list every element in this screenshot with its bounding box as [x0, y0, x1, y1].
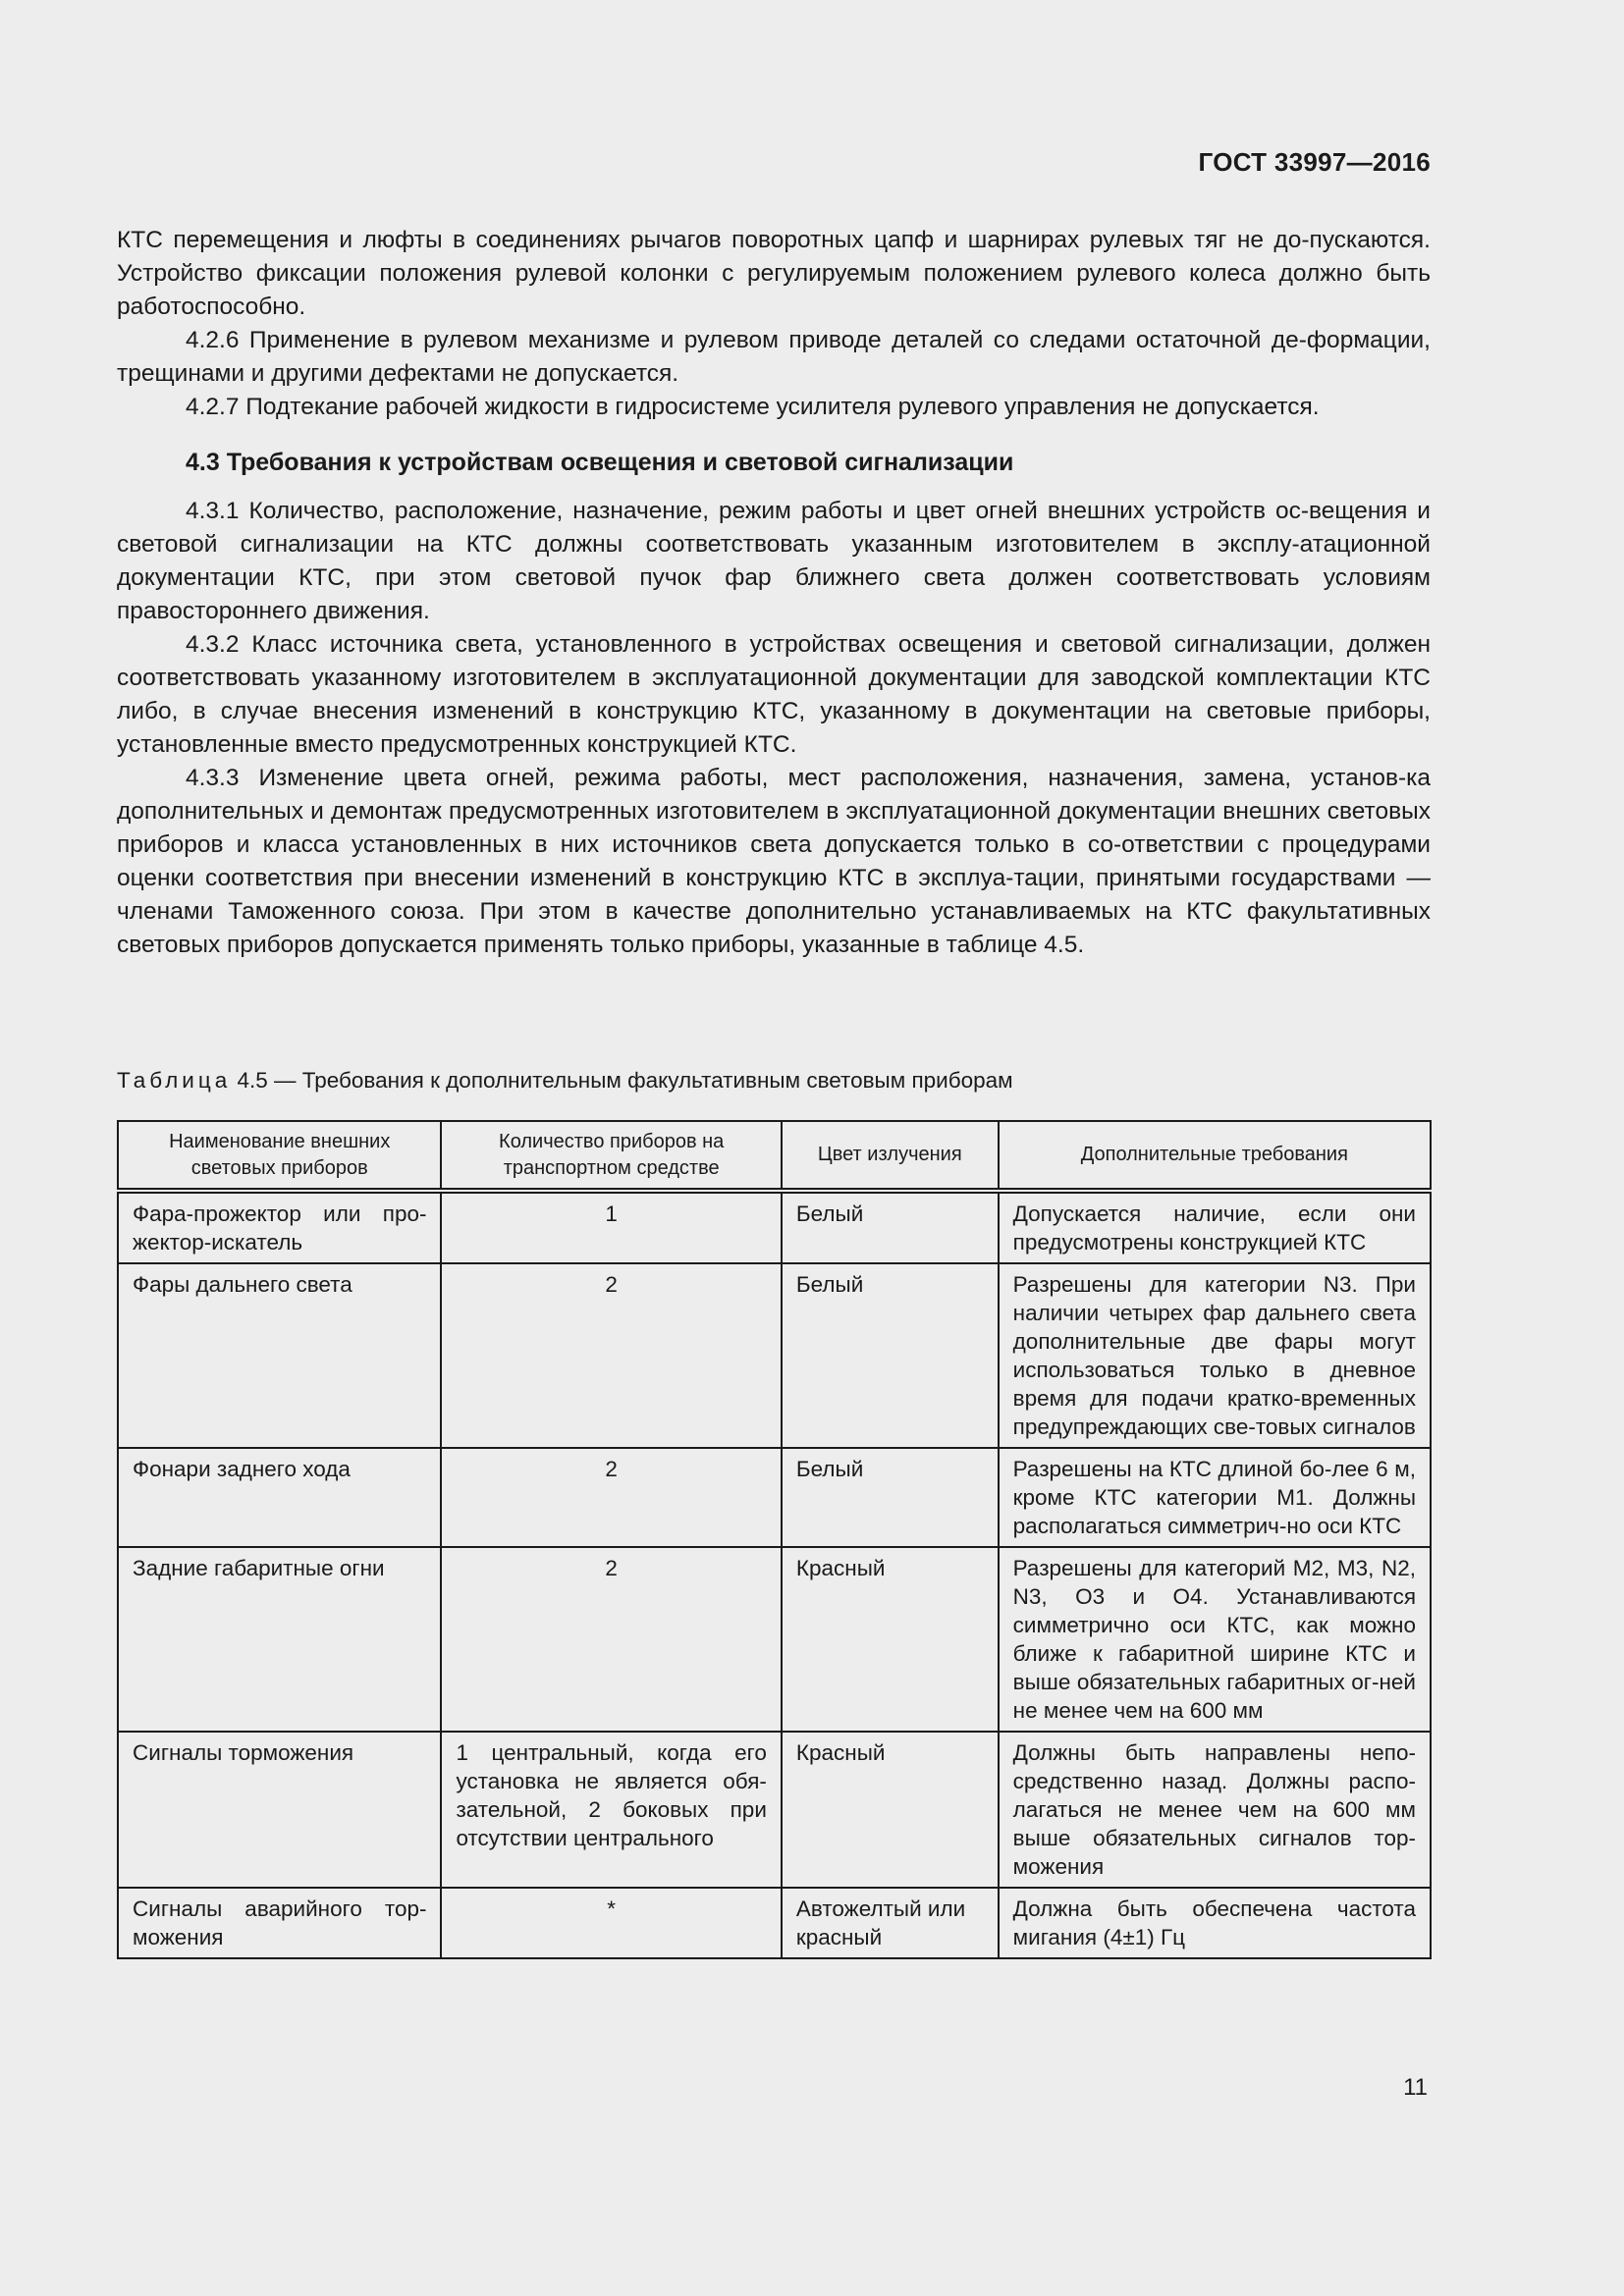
header-device-name: Наименование внешних световых приборов	[118, 1121, 441, 1191]
cell-device-name: Фонари заднего хода	[118, 1448, 441, 1547]
cell-requirements: Допускается наличие, если они предусмотрены конструкцией КТС	[999, 1191, 1431, 1263]
table-header-row	[118, 1121, 1431, 1191]
table-row	[118, 1547, 1431, 1732]
cell-requirements: Должна быть обеспечена частота мигания (4±1) Гц	[999, 1888, 1431, 1958]
header-additional-requirements: Дополнительные требования	[999, 1121, 1431, 1191]
table-row	[118, 1888, 1431, 1958]
cell-light-color: Автожелтый или красный	[782, 1888, 999, 1958]
cell-light-color: Белый	[782, 1263, 999, 1448]
table-caption-label: Таблица	[117, 1068, 232, 1093]
table-row	[118, 1191, 1431, 1263]
cell-light-color: Красный	[782, 1732, 999, 1888]
cell-light-color: Белый	[782, 1448, 999, 1547]
table-caption-text: 4.5 — Требования к дополнительным факультативным световым приборам	[237, 1068, 1013, 1093]
standard-code: ГОСТ 33997—2016	[1198, 147, 1431, 177]
cell-device-name: Сигналы аварийного тор-можения	[118, 1888, 441, 1958]
paragraph-4-2-6: 4.2.6 Применение в рулевом механизме и рулевом приводе деталей со следами остаточной де-формации, трещинами и другими дефектами не допускается.	[117, 327, 1431, 387]
table-caption	[117, 1068, 1013, 1094]
cell-device-name: Фара-прожектор или про-жектор-искатель	[118, 1191, 441, 1263]
cell-device-count: 2	[441, 1448, 781, 1547]
cell-device-count: *	[441, 1888, 781, 1958]
table-row	[118, 1732, 1431, 1888]
cell-device-name: Фары дальнего света	[118, 1263, 441, 1448]
table-row	[118, 1448, 1431, 1547]
cell-device-count: 1	[441, 1191, 781, 1263]
cell-requirements: Разрешены для категории N3. При наличии четырех фар дальнего света дополнительные две фары могут использоваться только в дневное время для подачи кратко-временных предупреждающих све-товых сигналов	[999, 1263, 1431, 1448]
paragraph-4-2-7: 4.2.7 Подтекание рабочей жидкости в гидросистеме усилителя рулевого управления не допускается.	[186, 394, 1320, 420]
paragraph-4-3-3: 4.3.3 Изменение цвета огней, режима работы, мест расположения, назначения, замена, установ-ка дополнительных и демонтаж предусмотренных изготовителем в эксплуатационной документации внешних световых приборов и класса установленных в них источников света допускается только в со-ответствии с процедурами оценки соответствия при внесении изменений в конструкцию КТС в эксплуа-тации, принятыми государствами — членами Таможенного союза. При этом в качестве дополнительно устанавливаемых на КТС факультативных световых приборов допускается применять только приборы, указанные в таблице 4.5.	[117, 765, 1431, 958]
paragraph-4-3-2: 4.3.2 Класс источника света, установленного в устройствах освещения и световой сигнализации, должен соответствовать указанному изготовителем в эксплуатационной документации для заводской комплектации КТС либо, в случае внесения изменений в конструкцию КТС, указанному в документации на световые приборы, установленные вместо предусмотренных конструкцией КТС.	[117, 631, 1431, 758]
cell-device-name: Задние габаритные огни	[118, 1547, 441, 1732]
cell-requirements: Разрешены на КТС длиной бо-лее 6 м, кроме КТС категории M1. Должны располагаться симметрич-но оси КТС	[999, 1448, 1431, 1547]
section-title: 4.3 Требования к устройствам освещения и световой сигнализации	[186, 449, 1014, 476]
cell-requirements: Должны быть направлены непо-средственно назад. Должны распо-лагаться не менее чем на 600 мм выше обязательных сигналов тор-можения	[999, 1732, 1431, 1888]
page-number: 11	[1403, 2074, 1428, 2101]
table-row	[118, 1263, 1431, 1448]
body-text	[117, 224, 1431, 962]
header-device-count: Количество приборов на транспортном средстве	[441, 1121, 781, 1191]
cell-requirements: Разрешены для категорий M2, M3, N2, N3, O3 и O4. Устанавливаются симметрично оси КТС, как можно ближе к габаритной ширине КТС и выше обязательных габаритных ог-ней не менее чем на 600 мм	[999, 1547, 1431, 1732]
paragraph-4-3-1: 4.3.1 Количество, расположение, назначение, режим работы и цвет огней внешних устройств ос-вещения и световой сигнализации на КТС должны соответствовать указанным изготовителем в эксплу-атационной документации КТС, при этом световой пучок фар ближнего света должен соответствовать условиям правостороннего движения.	[117, 498, 1431, 624]
cell-device-count: 2	[441, 1263, 781, 1448]
cell-light-color: Белый	[782, 1191, 999, 1263]
paragraph-continuation: КТС перемещения и люфты в соединениях рычагов поворотных цапф и шарнирах рулевых тяг не до-пускаются. Устройство фиксации положения рулевой колонки с регулируемым положением рулевого колеса должно быть работоспособно.	[117, 227, 1431, 320]
cell-light-color: Красный	[782, 1547, 999, 1732]
cell-device-count: 2	[441, 1547, 781, 1732]
cell-device-count: 1 центральный, когда его установка не является обя-зательной, 2 боковых при отсутствии центрального	[441, 1732, 781, 1888]
requirements-table	[117, 1120, 1432, 1959]
cell-device-name: Сигналы торможения	[118, 1732, 441, 1888]
header-light-color: Цвет излучения	[782, 1121, 999, 1191]
